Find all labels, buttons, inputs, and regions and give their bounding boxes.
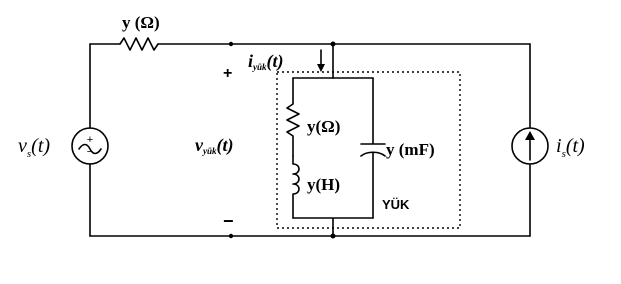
plus-sign: +: [223, 65, 233, 82]
terminal-dot-bottom: [229, 234, 233, 238]
series-resistor-label: y (Ω): [122, 13, 160, 32]
source-current-label: $i_s(t)$: [556, 135, 585, 160]
source-voltage-label: $v_s(t)$: [18, 135, 51, 160]
load-resistor-label: y(Ω): [307, 117, 341, 136]
terminal-dot-top: [229, 42, 233, 46]
load-bottom-wire: [293, 218, 373, 236]
junction-dot-bottom: [331, 234, 336, 239]
junction-dot-top: [331, 42, 336, 47]
load-resistor: [287, 78, 299, 156]
minus-sign: −: [223, 211, 234, 231]
voltage-source-icon: [72, 128, 108, 164]
load-inductor: [293, 156, 299, 218]
current-source-icon: [512, 128, 548, 164]
svg-text:+: +: [86, 134, 94, 146]
load-capacitor-label: y (mF): [386, 140, 435, 159]
series-resistor: [120, 38, 158, 50]
load-current-label: iyük(t): [248, 51, 284, 72]
svg-text:−: −: [86, 146, 94, 158]
load-inductor-label: y(H): [307, 175, 341, 194]
load-voltage-label: vyük(t): [195, 135, 234, 156]
load-name-label: YÜK: [382, 197, 410, 212]
